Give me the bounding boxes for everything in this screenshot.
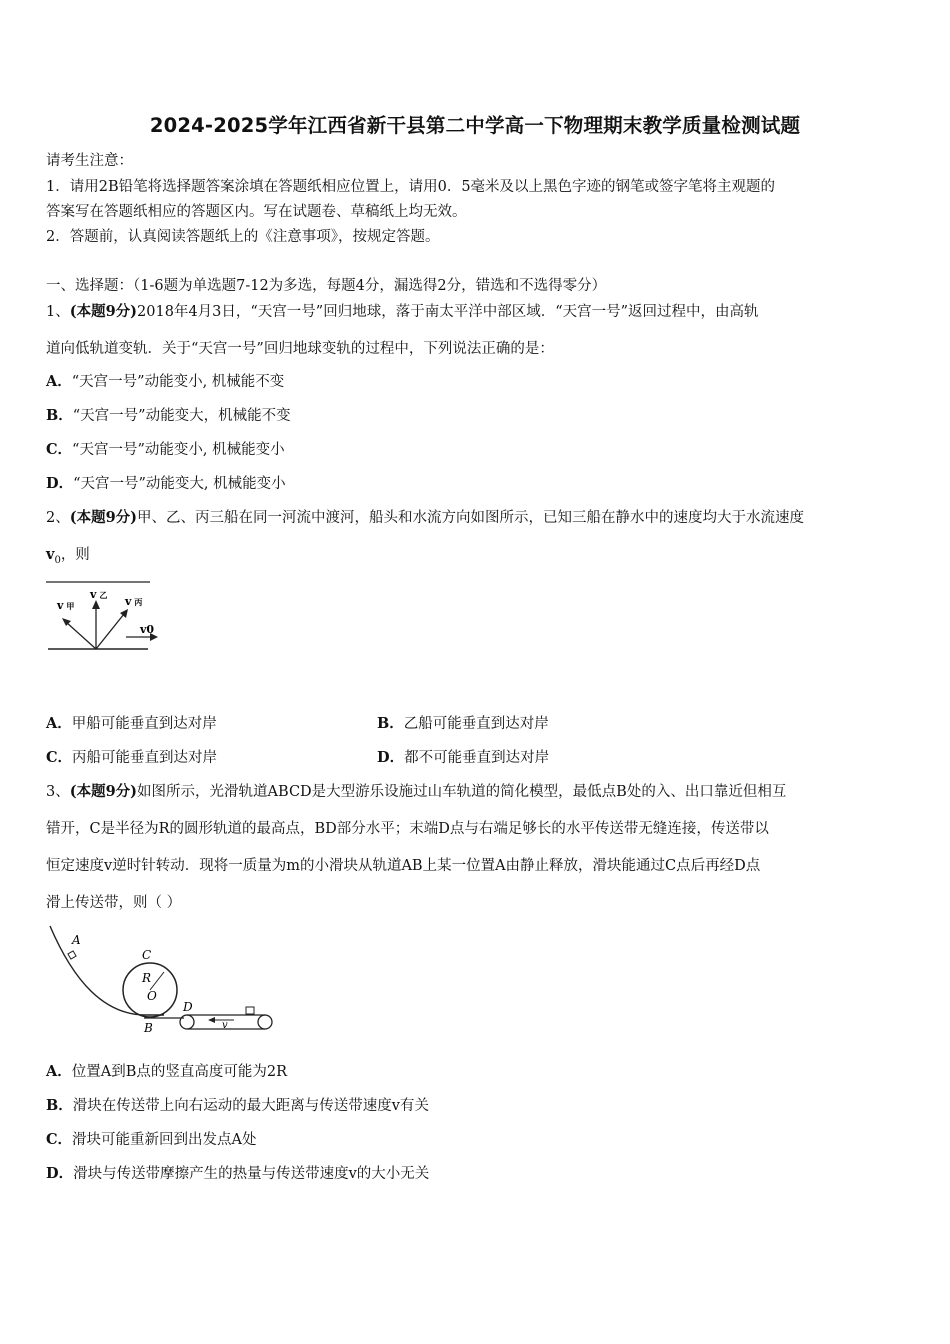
- q2-text-end: ，则: [60, 547, 90, 563]
- option-text: 乙船可能垂直到达对岸: [403, 716, 549, 732]
- section-heading: 一、选择题：（1-6题为单选题7-12为多选，每题4分，漏选得2分，错选和不选得零分）: [46, 278, 607, 294]
- v0-label: v0: [140, 623, 155, 636]
- q2-text: 甲、乙、丙三船在同一河流中渡河，船头和水流方向如图所示，已知三船在静水中的速度均大于水流速度: [137, 510, 805, 526]
- q3-option-d[interactable]: [46, 1164, 429, 1184]
- q1-option-c[interactable]: [46, 440, 285, 460]
- option-key: D．: [46, 1165, 74, 1182]
- q1-stem-line: [46, 302, 759, 322]
- option-key: C．: [46, 441, 73, 458]
- q3-option-b[interactable]: [46, 1096, 429, 1116]
- q3-number: 3、: [46, 784, 70, 800]
- option-key: C．: [46, 1131, 73, 1148]
- label-o: O: [147, 989, 157, 1003]
- option-text: 滑块在传送带上向右运动的最大距离与传送带速度v有关: [72, 1098, 429, 1114]
- q2-tag: (本题9分): [69, 509, 138, 526]
- option-key: A．: [46, 373, 72, 390]
- q3-tag: (本题9分): [69, 783, 138, 800]
- q1-option-a[interactable]: [46, 372, 284, 392]
- belt-velocity-arrowhead: [208, 1017, 215, 1023]
- option-key: B．: [46, 1097, 73, 1114]
- label-b: B: [144, 1021, 153, 1034]
- radius-line: [150, 972, 164, 990]
- option-key: A．: [46, 1063, 72, 1080]
- v-bing-label: v 丙: [125, 595, 143, 608]
- option-key: D．: [46, 475, 74, 492]
- v-bing-arrow: [96, 614, 124, 649]
- notice-item: 答案写在答题纸相应的答题区内。写在试题卷、草稿纸上均无效。: [46, 204, 467, 220]
- option-text: 都不可能垂直到达对岸: [404, 750, 550, 766]
- q3-option-a[interactable]: [46, 1062, 287, 1082]
- option-text: 滑块与传送带摩擦产生的热量与传送带速度v的大小无关: [73, 1166, 430, 1182]
- belt-roller-left: [180, 1015, 194, 1029]
- q2-number: 2、: [46, 510, 70, 526]
- q3-stem-line: [46, 782, 786, 802]
- belt-block: [246, 1007, 254, 1014]
- option-key: C．: [46, 749, 73, 766]
- option-text: “天宫一号”动能变小, 机械能不变: [71, 374, 285, 390]
- q1-stem-line: 道向低轨道变轨．关于“天宫一号”回归地球变轨的过程中，下列说法正确的是：: [46, 341, 554, 357]
- q1-text: 2018年4月3日，“天宫一号”回归地球，落于南太平洋中部区域．“天宫一号”返回过程中，由高轨: [137, 304, 759, 320]
- option-key: B．: [377, 715, 404, 732]
- q1-tag: (本题9分): [69, 303, 138, 320]
- v0-symbol: v: [46, 546, 55, 563]
- v-yi-label: v 乙: [90, 588, 108, 601]
- q1-number: 1、: [46, 304, 70, 320]
- option-text: 丙船可能垂直到达对岸: [72, 750, 218, 766]
- belt-roller-right: [258, 1015, 272, 1029]
- q2-option-c[interactable]: [46, 748, 217, 768]
- q3-stem-line: 错开，C是半径为R的圆形轨道的最高点，BD部分水平；末端D点与右端足够长的水平传送带无缝连接，传送带以: [46, 821, 769, 837]
- option-text: “天宫一号”动能变小, 机械能变小: [72, 442, 285, 458]
- option-text: 位置A到B点的竖直高度可能为2R: [71, 1064, 288, 1080]
- roller-coaster-figure: [44, 922, 279, 1034]
- q2-stem-line: [46, 545, 90, 571]
- q3-option-c[interactable]: [46, 1130, 257, 1150]
- option-key: D．: [377, 749, 405, 766]
- v-jia-arrow: [66, 622, 96, 649]
- v-yi-arrowhead: [92, 600, 100, 609]
- option-text: “天宫一号”动能变大，机械能不变: [72, 408, 291, 424]
- option-text: “天宫一号”动能变大, 机械能变小: [73, 476, 286, 492]
- q2-stem-line: [46, 508, 804, 528]
- option-key: B．: [46, 407, 73, 424]
- option-text: 滑块可能重新回到出发点A处: [72, 1132, 257, 1148]
- v0-subscript: 0: [54, 554, 61, 566]
- label-c: C: [142, 948, 152, 962]
- q2-option-a[interactable]: [46, 714, 217, 734]
- notice-heading: 请考生注意：: [46, 153, 133, 169]
- label-a: A: [72, 933, 81, 947]
- q3-stem-line: 滑上传送带，则（ ）: [46, 895, 182, 911]
- notice-item: 1．请用2B铅笔将选择题答案涂填在答题纸相应位置上，请用0．5毫米及以上黑色字迹的钢笔或签字笔将主观题的: [46, 179, 776, 195]
- slider-block: [68, 951, 76, 959]
- option-text: 甲船可能垂直到达对岸: [71, 716, 217, 732]
- q3-text: 如图所示，光滑轨道ABCD是大型游乐设施过山车轨道的简化模型，最低点B处的入、出口靠近但相互: [137, 784, 787, 800]
- page-title: 2024-2025学年江西省新干县第二中学高一下物理期末教学质量检测试题: [149, 114, 801, 137]
- q2-option-b[interactable]: [377, 714, 549, 734]
- label-d: D: [183, 1000, 193, 1014]
- option-key: A．: [46, 715, 72, 732]
- q1-option-d[interactable]: [46, 474, 286, 494]
- q2-option-d[interactable]: [377, 748, 549, 768]
- label-v: v: [222, 1020, 228, 1031]
- v-jia-label: v 甲: [57, 599, 75, 612]
- q3-stem-line: 恒定速度v逆时针转动．现将一质量为m的小滑块从轨道AB上某一位置A由静止释放，滑块能通过C点后再经D点: [46, 858, 761, 874]
- notice-item: 2．答题前，认真阅读答题纸上的《注意事项》，按规定答题。: [46, 229, 440, 245]
- label-r: R: [142, 971, 152, 985]
- river-boats-figure: [44, 578, 164, 658]
- q1-option-b[interactable]: [46, 406, 291, 426]
